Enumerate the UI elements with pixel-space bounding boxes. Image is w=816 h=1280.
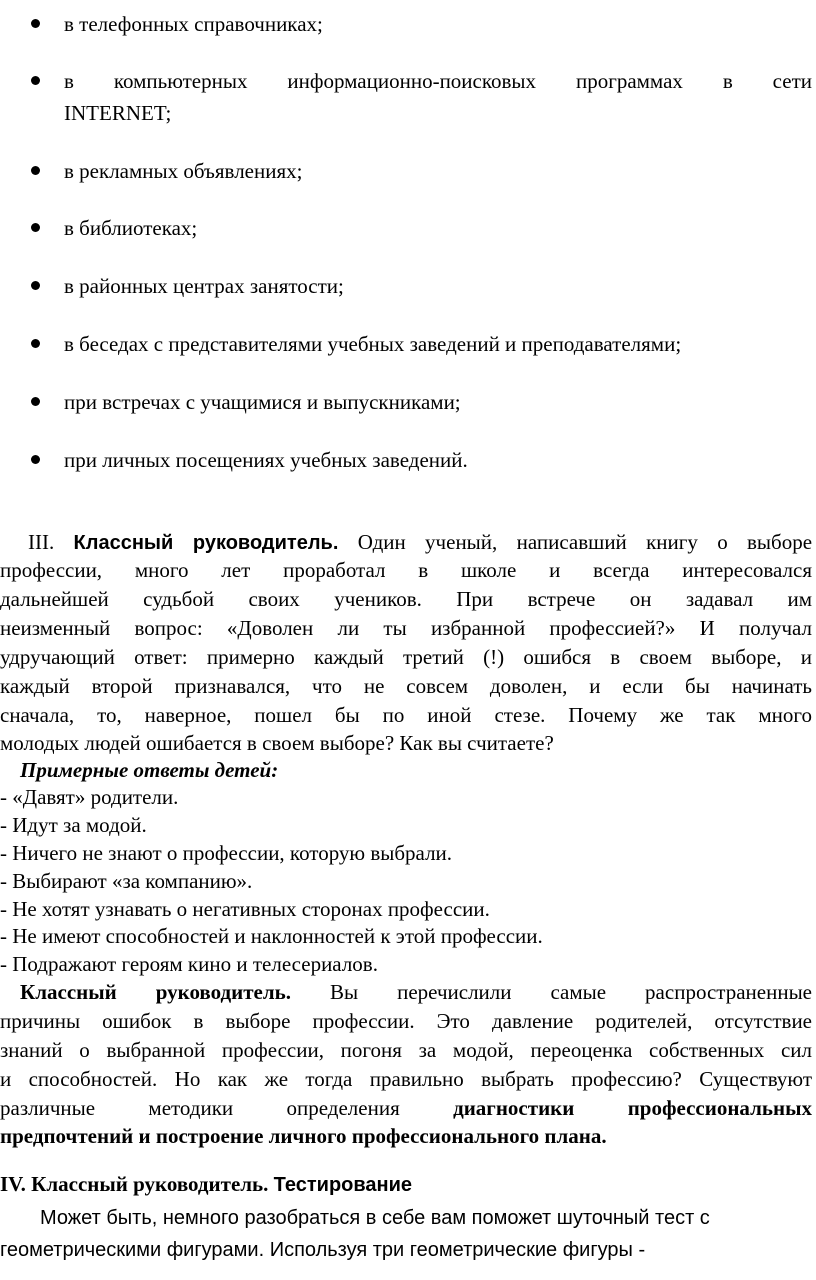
paragraph-line: удручающий ответ: примерно каждый третий (!) ошибся в своем выборе, и: [0, 645, 812, 669]
bullet-icon: [31, 397, 40, 406]
paragraph-text: различные методики определения: [0, 1096, 400, 1120]
bullet-icon: [31, 281, 40, 290]
section-heading-tail: Тестирование: [273, 1174, 413, 1196]
section-numeral: III.: [28, 530, 55, 554]
paragraph-line: молодых людей ошибается в своем выборе? Как вы считаете?: [0, 731, 554, 755]
answer-item: - «Давят» родители.: [0, 785, 179, 809]
paragraph-line: и способностей. Но как же тогда правильно выбрать профессию? Существуют: [0, 1067, 812, 1091]
paragraph-line: знаний о выбранной профессии, погоня за модой, переоценка собственных сил: [0, 1038, 812, 1062]
list-item-text: в беседах с представителями учебных заведений и преподавателями;: [64, 332, 682, 356]
paragraph-line: каждый второй признавался, что не совсем доволен, и если бы начинать: [0, 674, 812, 698]
paragraph-line: неизменный вопрос: «Доволен ли ты избранной профессией?» И получал: [0, 616, 812, 640]
section-4-heading: [0, 1170, 812, 1198]
section-heading: IV. Классный руководитель.: [0, 1172, 269, 1196]
paragraph-line: сначала, то, наверное, пошел бы по иной стезе. Почему же так много: [0, 703, 812, 727]
paragraph-line: [0, 1094, 812, 1122]
answers-heading: Примерные ответы детей:: [20, 758, 279, 782]
list-item-text: в компьютерных информационно-поисковых программах в сети: [64, 69, 812, 93]
emphasis-line: предпочтений и построение личного профессионального плана.: [0, 1124, 607, 1148]
list-item-text: в районных центрах занятости;: [64, 274, 344, 298]
paragraph-line: дальнейшей судьбой своих учеников. При встрече он задавал им: [0, 587, 812, 611]
list-item-text: в телефонных справочниках;: [64, 12, 323, 36]
section-3-first-line: [28, 528, 812, 556]
list-item-text: в рекламных объявлениях;: [64, 159, 303, 183]
bullet-icon: [31, 19, 40, 28]
speaker-label: Классный руководитель.: [73, 532, 339, 554]
paragraph-line: профессии, много лет проработал в школе и всегда интересовался: [0, 558, 812, 582]
answer-item: - Не хотят узнавать о негативных сторонах профессии.: [0, 897, 490, 921]
paragraph-line: геометрическими фигурами. Используя три геометрические фигуры -: [0, 1239, 646, 1261]
bullet-icon: [31, 339, 40, 348]
bullet-icon: [31, 223, 40, 232]
emphasis-text: диагностики профессиональных: [453, 1096, 813, 1120]
paragraph-line: Может быть, немного разобраться в себе вам поможет шуточный тест с: [40, 1207, 710, 1229]
list-item-text: INTERNET;: [64, 101, 172, 125]
paragraph-text: Один ученый, написавший книгу о выборе: [357, 530, 813, 554]
bullet-icon: [31, 455, 40, 464]
answer-item: - Выбирают «за компанию».: [0, 869, 253, 893]
bullet-icon: [31, 76, 40, 85]
answer-item: - Не имеют способностей и наклонностей к этой профессии.: [0, 924, 543, 948]
list-item-text: при личных посещениях учебных заведений.: [64, 448, 468, 472]
paragraph-line: причины ошибок в выборе профессии. Это давление родителей, отсутствие: [0, 1009, 812, 1033]
list-item-text: при встречах с учащимися и выпускниками;: [64, 390, 461, 414]
paragraph-2-first-line: [20, 978, 812, 1006]
answer-item: - Подражают героям кино и телесериалов.: [0, 952, 378, 976]
speaker-label: Классный руководитель.: [20, 980, 292, 1004]
paragraph-text: Вы перечислили самые распространенные: [330, 980, 813, 1004]
bullet-icon: [31, 166, 40, 175]
list-item-text: в библиотеках;: [64, 216, 198, 240]
answer-item: - Идут за модой.: [0, 813, 147, 837]
answer-item: - Ничего не знают о профессии, которую выбрали.: [0, 841, 453, 865]
